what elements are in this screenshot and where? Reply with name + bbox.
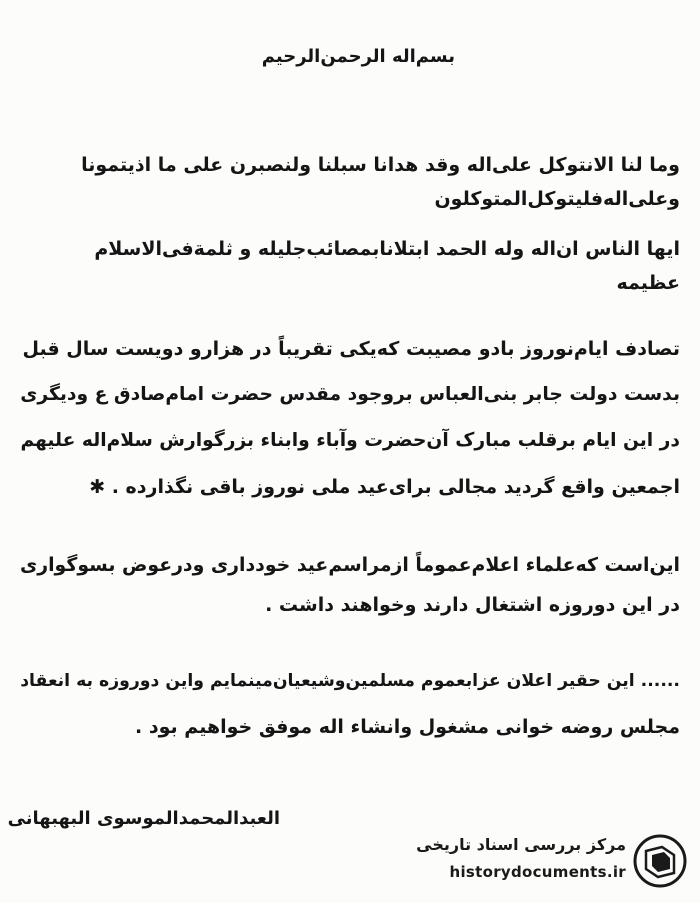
watermark-url: historydocuments.ir bbox=[449, 863, 626, 881]
text-line-1: وما لنا الانتوکل علی‌اله وقد هدانا سبلنا ولنصبرن علی ما اذیتمونا bbox=[81, 154, 680, 176]
text-line-3: ایها الناس ان‌اله وله الحمد ابتلانا‌بمصائب‌جلیله و ثلمةفی‌الاسلام bbox=[94, 238, 680, 260]
archive-logo-icon bbox=[632, 833, 688, 889]
signature: العبدالمحمدالموسوی البهبهانی bbox=[7, 808, 280, 829]
text-line-9: این‌است که‌علماء اعلام‌عموماً ازمراسم‌عید خودداری ودرعوض بسوگواری bbox=[19, 554, 680, 576]
text-line-4: عظیمه bbox=[616, 272, 680, 294]
text-line-2: وعلی‌اله‌فلیتوکل‌المتوکلون bbox=[434, 188, 680, 210]
text-line-12: مجلس روضه خوانی مشغول وانشاء اله موفق خواهیم بود . bbox=[135, 716, 680, 738]
text-line-10: در این دوروزه اشتغال دارند وخواهند داشت . bbox=[265, 594, 680, 616]
text-line-6: بدست دولت جابر بنی‌العباس بروجود مقدس حضرت امام‌صادق ع ودیگری bbox=[20, 384, 680, 405]
text-line-8: اجمعین واقع گردید مجالی برای‌عید ملی نوروز باقی نگذارده . ✱ bbox=[89, 476, 680, 498]
watermark bbox=[412, 831, 692, 893]
text-line-7: در این ایام برقلب مبارک آن‌حضرت وآباء وابناء بزرگوارش سلام‌اله علیهم bbox=[20, 430, 680, 451]
text-line-5: تصادف ایام‌نوروز بادو مصیبت که‌یکی تقریباً در هزارو دویست سال قبل bbox=[22, 338, 680, 360]
text-line-11: ...... این حقیر اعلان عزابعموم مسلمین‌وشیعیان‌مینمایم واین دوروزه به انعقاد bbox=[20, 671, 680, 691]
watermark-title: مرکز بررسی اسناد تاریخی bbox=[416, 835, 626, 854]
document-heading: بسم‌اله الرحمن‌الرحيم bbox=[261, 46, 455, 67]
